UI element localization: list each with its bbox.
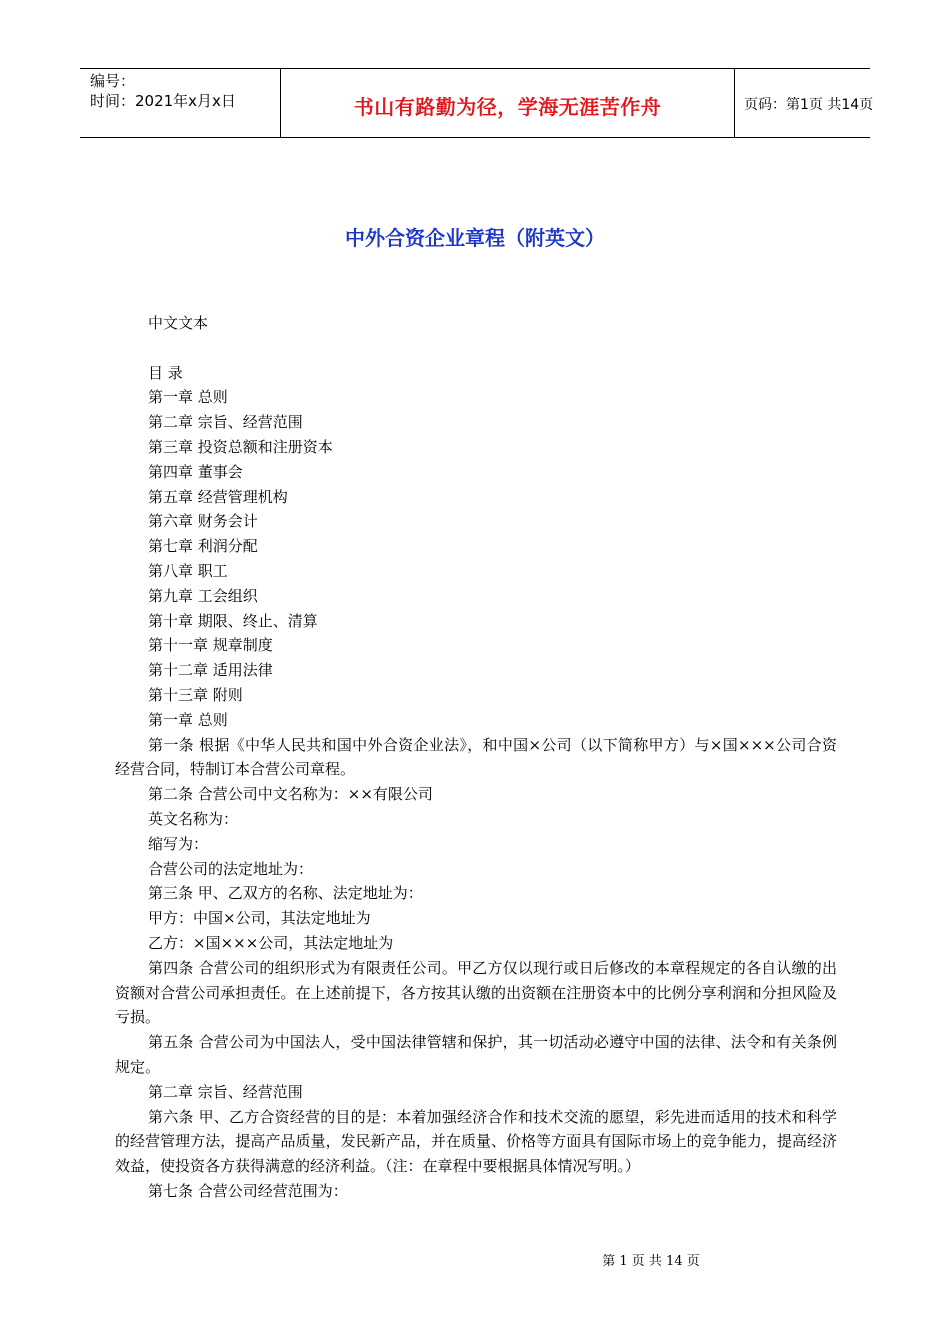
toc-item: 第七章 利润分配 <box>148 537 258 556</box>
header-motto-cell <box>280 69 735 137</box>
header-page-info: 页码：第1页 共14页 <box>744 97 874 113</box>
paragraph: 乙方：×国×××公司，其法定地址为 <box>148 933 394 952</box>
toc-item: 第三章 投资总额和注册资本 <box>148 437 333 456</box>
article-paragraph: 第三条 甲、乙双方的名称、法定地址为： <box>148 884 423 903</box>
toc-item: 第四章 董事会 <box>148 462 243 481</box>
document-title: 中外合资企业章程（附英文） <box>345 226 605 250</box>
document-body <box>115 311 837 1204</box>
toc-item: 第十三章 附则 <box>148 685 243 704</box>
toc-item: 第十二章 适用法律 <box>148 661 273 680</box>
article-paragraph: 第五条 合营公司为中国法人，受中国法律管辖和保护，其一切活动必遵守中国的法律、法令和有关条例规定。 <box>115 1033 837 1076</box>
toc-item: 第六章 财务会计 <box>148 512 258 531</box>
document-time-label: 时间：2021年x月x日 <box>90 92 236 110</box>
article-paragraph: 第二条 合营公司中文名称为：××有限公司 <box>148 785 433 804</box>
chapter-heading: 第一章 总则 <box>148 710 228 729</box>
page-header <box>80 68 874 138</box>
page-footer: 第 1 页 共 14 页 <box>602 1254 700 1269</box>
toc-item: 第五章 经营管理机构 <box>148 487 288 506</box>
paragraph: 缩写为： <box>148 834 209 853</box>
toc-item: 第十章 期限、终止、清算 <box>148 611 318 630</box>
toc-item: 第九章 工会组织 <box>148 586 258 605</box>
toc-item: 第十一章 规章制度 <box>148 636 273 655</box>
paragraph-spacer <box>115 336 837 361</box>
paragraph: 甲方：中国×公司，其法定地址为 <box>148 909 371 928</box>
document-number-label: 编号： <box>90 72 136 90</box>
article-paragraph: 第一条 根据《中华人民共和国中外合资企业法》，和中国×公司（以下简称甲方）与×国×××公司合资经营合同，特制订本合营公司章程。 <box>115 735 837 779</box>
paragraph: 合营公司的法定地址为： <box>148 859 314 878</box>
header-meta-cell <box>80 69 280 137</box>
header-page-cell <box>734 69 874 137</box>
toc-item: 第八章 职工 <box>148 561 228 580</box>
paragraph: 中文文本 <box>148 314 209 332</box>
header-motto: 书山有路勤为径，学海无涯苦作舟 <box>353 95 662 119</box>
article-paragraph: 第七条 合营公司经营范围为： <box>148 1181 348 1200</box>
article-paragraph: 第六条 甲、乙方合资经营的目的是：本着加强经济合作和技术交流的愿望，彩先进而适用的技术和科学的经营管理方法，提高产品质量，发民新产品，并在质量、价格等方面具有国际市场上的竞争能力，提高经济效益，使投资各方获得满意的经济利益。（注：在章程中要根据具体情况写明。） <box>115 1107 837 1176</box>
article-paragraph: 第四条 合营公司的组织形式为有限责任公司。甲乙方仅以现行或日后修改的本章程规定的各自认缴的出资额对合营公司承担责任。在上述前提下，各方按其认缴的出资额在注册资本中的比例分享利润和分担风险及亏损。 <box>115 958 837 1027</box>
chapter-heading: 第二章 宗旨、经营范围 <box>148 1082 303 1101</box>
toc-item: 第二章 宗旨、经营范围 <box>148 413 303 432</box>
toc-heading: 目 录 <box>148 363 183 382</box>
toc-item: 第一章 总则 <box>148 388 228 407</box>
paragraph: 英文名称为： <box>148 809 239 828</box>
